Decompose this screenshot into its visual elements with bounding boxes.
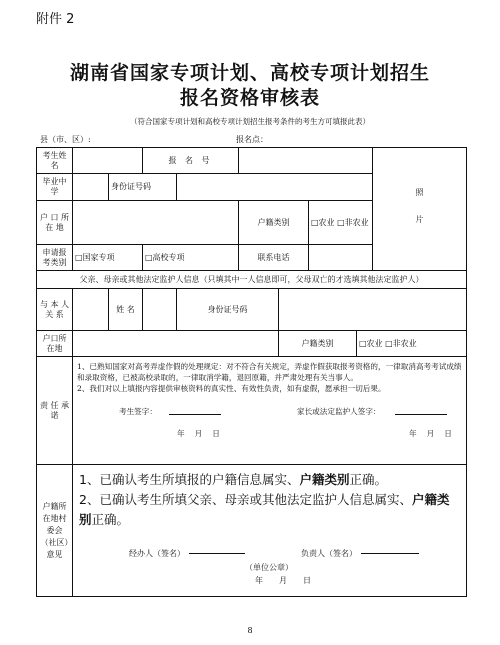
guardian-non-agricultural-checkbox[interactable]: □非农业	[385, 339, 417, 348]
household-type-label: 户籍类别	[239, 201, 309, 245]
committee-opinion-label: 户籍所在地村委会（社区）意见	[37, 465, 73, 597]
college-program-checkbox[interactable]: □高校专项	[143, 245, 239, 271]
graduation-school-field[interactable]	[73, 174, 109, 201]
contact-phone-label: 联系电话	[239, 245, 309, 271]
guardian-name-field[interactable]	[143, 289, 177, 331]
relation-field[interactable]	[73, 289, 109, 331]
guardian-agricultural-checkbox[interactable]: □农业	[359, 339, 383, 348]
committee-statement-1	[79, 470, 460, 490]
id-number-label: 身份证号码	[109, 174, 177, 201]
guardian-info-header: 父亲、母亲或其他法定监护人信息（只填其中一人信息即可，父母双亡的才选填其他法定监护人）	[37, 271, 467, 289]
unit-seal-label: （单位公章）	[245, 563, 293, 572]
registration-number-label: 报 名 号	[143, 148, 239, 174]
county-label: 县（市、区）:	[40, 135, 91, 144]
handler-signature-label: 经办人（签名）	[129, 549, 185, 558]
agricultural-checkbox[interactable]: □农业	[311, 218, 335, 227]
responsibility-clause-1: 1、已熟知国家对高考弄虚作假的处理规定：对不符合有关规定，弄虚作假获取报考资格的，一律取消高考考试成绩和录取资格，已被高校录取的，一律取消学籍，退回原籍，并严肃处理有关当事人。	[77, 362, 462, 382]
leader-signature-line[interactable]	[361, 544, 419, 554]
committee-statement-2-bold: 户籍类别	[79, 492, 450, 527]
guardian-household-address-field[interactable]	[73, 331, 279, 357]
student-sign-date: 年 月 日	[177, 429, 220, 438]
household-address-label: 户 口 所 在 地	[37, 201, 73, 245]
graduation-school-label: 毕业中学	[37, 174, 73, 201]
parent-signature-line[interactable]	[395, 406, 447, 415]
id-number-field[interactable]	[177, 174, 373, 201]
parent-signature-label: 家长或法定监护人签字：	[297, 407, 381, 416]
guardian-id-field[interactable]	[279, 289, 467, 331]
student-signature-label: 考生签字：	[119, 407, 157, 416]
household-address-field[interactable]	[73, 201, 239, 245]
guardian-household-address-label: 户口所在地	[37, 331, 73, 357]
apply-category-label: 申请报考类别	[37, 245, 73, 271]
guardian-id-label: 身份证号码	[177, 289, 279, 331]
committee-statement-2-end: 正确。	[91, 512, 130, 527]
national-program-checkbox[interactable]: □国家专项	[73, 245, 143, 271]
handler-signature-line[interactable]	[189, 544, 245, 554]
form-note: （符合国家专项计划和高校专项计划招生报考条件的考生方可填报此表）	[130, 117, 370, 126]
committee-statement-2-text: 2、已确认考生所填父亲、母亲或其他法定监护人信息属实、	[79, 492, 412, 507]
photo-label-1: 照	[415, 188, 424, 197]
committee-statement-1-text: 1、已确认考生所填报的户籍信息属实、	[79, 472, 300, 487]
student-name-label: 考生姓名	[37, 148, 73, 174]
responsibility-clause-2: 2、我们对以上填报内容提供审核资料的真实性、有效性负责，如有虚假，愿承担一切后果。	[77, 384, 386, 393]
responsibility-statement	[73, 357, 467, 465]
review-form-table	[36, 147, 467, 597]
committee-statement-1-bold: 户籍类别	[299, 472, 350, 487]
form-title-line1: 湖南省国家专项计划、高校专项计划招生	[69, 62, 430, 84]
committee-date: 年 月 日	[255, 576, 311, 585]
responsibility-label: 责 任 承诺	[37, 357, 73, 465]
student-name-field[interactable]	[73, 148, 143, 174]
page-number: 8	[247, 626, 253, 635]
committee-statement-1-end: 正确。	[349, 472, 387, 487]
guardian-household-type-label: 户籍类别	[279, 331, 357, 357]
attachment-label: 附件 2	[36, 12, 75, 27]
photo-box	[373, 148, 467, 271]
committee-opinion	[73, 465, 467, 597]
student-signature-line[interactable]	[169, 406, 221, 415]
parent-sign-date: 年 月 日	[409, 429, 452, 438]
non-agricultural-checkbox[interactable]: □非农业	[337, 218, 369, 227]
guardian-household-type-options[interactable]	[357, 331, 467, 357]
household-type-options[interactable]	[309, 201, 373, 245]
registration-number-field[interactable]	[239, 148, 373, 174]
contact-phone-field[interactable]	[309, 245, 373, 271]
relation-label: 与 本 人 关 系	[37, 289, 73, 331]
leader-signature-label: 负责人（签名）	[301, 549, 357, 558]
registration-site-label: 报名点：	[236, 135, 268, 144]
guardian-name-label: 姓 名	[109, 289, 143, 331]
photo-label-2: 片	[415, 215, 424, 224]
form-title-line2: 报名资格审核表	[179, 87, 320, 109]
committee-statement-2	[79, 490, 460, 530]
